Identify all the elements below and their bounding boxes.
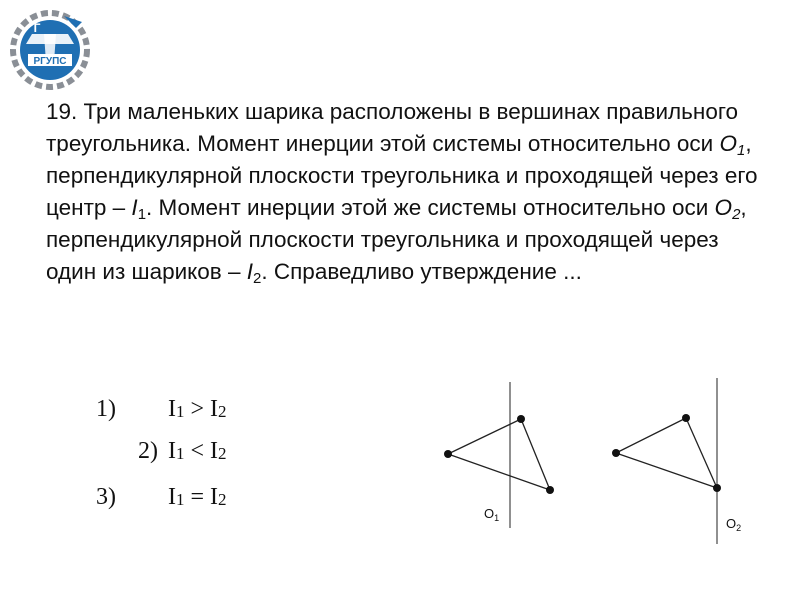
axis-o1-symbol: O [719, 131, 737, 156]
ball-left [612, 449, 620, 457]
option-number: 3) [96, 484, 116, 510]
ball-top [517, 415, 525, 423]
moment-i2-symbol: I [246, 259, 254, 284]
axis-o2-symbol: O [714, 195, 733, 220]
option-number: 1) [96, 396, 116, 422]
ball-bottom [546, 486, 554, 494]
option-expression: I1 > I2 [168, 396, 227, 422]
ball-on-axis [713, 484, 721, 492]
option-expression: I1 < I2 [168, 438, 227, 464]
university-logo [4, 4, 96, 94]
axis-o1-label: $O_1$ [484, 506, 500, 523]
triangle-diagram [430, 370, 770, 550]
ball-left [444, 450, 452, 458]
question-number: 19. [46, 99, 78, 124]
logo-emblem [4, 4, 96, 94]
diagram-axis-o1 [444, 382, 554, 528]
diagram-axis-o2 [612, 378, 741, 544]
option-number: 2) [138, 438, 158, 464]
logo-letter: Г [33, 21, 41, 35]
ball-top [682, 414, 690, 422]
axis-o2-label: $O_2$ [726, 516, 742, 533]
logo-text: РГУПС [33, 56, 67, 67]
moment-i1-symbol: I [131, 195, 138, 220]
question-text: 19. Три маленьких шарика расположены в вершинах правильного треугольника. Момент инерции этой системы относительно оси $O_1$, перпендикулярной плоскости треугольника и проходящей через его центр – $I_1$. Момент инерции этой же системы относительно оси $O_2$, перпендикулярной плоскости треугольника и проходящей через один из шариков – $I_2$. Справедливо утверждение ... [46, 99, 758, 287]
option-expression: I1 = I2 [168, 484, 227, 510]
